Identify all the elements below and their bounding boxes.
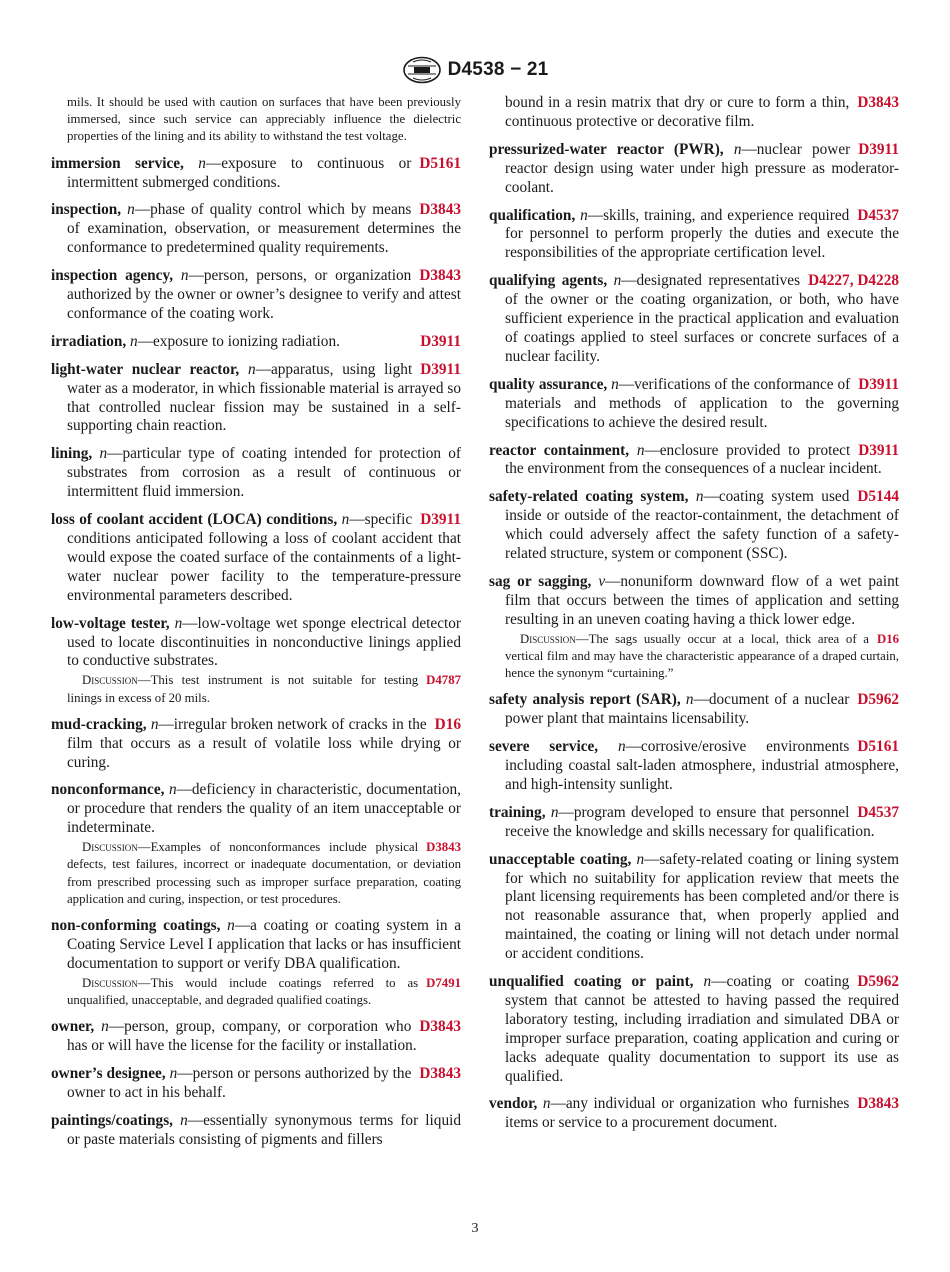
reference-code: D4537	[857, 803, 899, 821]
part-of-speech: n	[550, 803, 559, 821]
definition-text: —verifications of the conformance of materials and methods of application to the governing specifications to achieve the desired result.	[505, 375, 899, 431]
definition-entry	[489, 488, 899, 564]
definition-entry	[489, 141, 899, 198]
reference-code: D4787	[426, 673, 461, 688]
definition-entry	[489, 376, 899, 433]
reference-code: D3911	[858, 441, 899, 459]
discussion-note	[505, 631, 899, 683]
part-of-speech: n	[703, 973, 712, 991]
definition-entry	[51, 333, 461, 352]
part-of-speech: v	[598, 572, 606, 590]
definition-text: —essentially synonymous terms for liquid or paste materials consisting of pigments and fillers	[67, 1111, 461, 1148]
reference-code: D3843	[426, 840, 461, 855]
discussion-text: —Examples of nonconformances include physical defects, test failures, incorrect or inadequate documentation, or deviation from prescribed processing such as improper surface preparation, coating application and curing, inspection, or test procedures.	[67, 840, 461, 906]
reference-code: D3843	[857, 1095, 899, 1113]
term: safety analysis report (SAR),	[489, 691, 681, 709]
reference-code: D3911	[420, 511, 461, 529]
definition-entry	[51, 155, 461, 193]
definition-entry	[489, 973, 899, 1086]
term: mud-cracking,	[51, 715, 147, 733]
definition-entry	[51, 361, 461, 437]
term: non-conforming coatings,	[51, 917, 221, 935]
continuation-text: mils. It should be used with caution on surfaces that have been previously immersed, since such service can appreciably influence the dielectric properties of the lining and its ability to withstand the test voltage.	[67, 95, 461, 144]
part-of-speech: n	[180, 1111, 188, 1129]
reference-code: D5962	[857, 973, 899, 991]
definition-text: —nuclear power reactor design using water under high pressure as moderator-coolant.	[505, 140, 899, 196]
discussion-label: Discussion	[82, 673, 138, 688]
discussion-note	[67, 672, 461, 706]
definition-text: —particular type of coating intended for protection of substrates from corrosion as a result of continuous or intermittent fluid immersion.	[67, 445, 461, 501]
term: irradiation,	[51, 332, 127, 350]
term: vendor,	[489, 1095, 538, 1113]
definition-text: —any individual or organization who furnishes items or service to a procurement document.	[505, 1095, 850, 1132]
definition-text: —person, persons, or organization authorized by the owner or owner’s designee to verify and attest conformance of the coating work.	[67, 267, 461, 322]
definition-entry	[489, 691, 899, 729]
reference-code: D5161	[857, 738, 899, 756]
reference-code: D3843	[419, 201, 461, 219]
term: inspection agency,	[51, 267, 174, 285]
reference-code: D4227, D4228	[808, 272, 899, 290]
definition-entry	[51, 445, 461, 502]
term: light-water nuclear reactor,	[51, 360, 240, 378]
term: severe service,	[489, 738, 599, 756]
term: pressurized-water reactor (PWR),	[489, 140, 724, 158]
reference-code: D3911	[858, 140, 899, 158]
part-of-speech: n	[168, 781, 177, 799]
term: owner,	[51, 1018, 95, 1036]
part-of-speech: n	[169, 1064, 178, 1082]
definition-entry	[489, 1095, 899, 1133]
term: owner’s designee,	[51, 1064, 166, 1082]
reference-code: D3911	[858, 375, 899, 393]
definition-entry	[51, 917, 461, 1009]
term: reactor containment,	[489, 441, 630, 459]
definition-text: —a coating or coating system in a Coating Service Level I application that lacks or has insufficient documentation to support or verify DBA qualification.	[67, 917, 461, 972]
reference-code: D5962	[857, 691, 899, 709]
reference-code: D5161	[419, 154, 461, 172]
definition-entry	[489, 442, 899, 480]
definition-text: —specific conditions anticipated following a loss of coolant accident that would expose the coated surface of the containments of a light-water nuclear power facility to the temperature-pressure environmental parameters described.	[67, 511, 461, 604]
definition-text: —enclosure provided to protect the environment from the consequences of a nuclear incident.	[505, 441, 882, 478]
definition-entry	[51, 201, 461, 258]
part-of-speech: n	[101, 1018, 109, 1036]
reference-code: D3843	[419, 1064, 461, 1082]
definition-entry	[489, 738, 899, 795]
discussion-text: —The sags usually occur at a local, thick area of a vertical film and may have the characteristic appearance of a draped curtain, hence the synonym “curtaining.”	[505, 631, 899, 681]
definition-entry	[51, 267, 461, 324]
term: safety-related coating system,	[489, 488, 689, 506]
definition-entry	[51, 1112, 461, 1150]
definition-entry	[51, 1065, 461, 1103]
term: unqualified coating or paint,	[489, 973, 694, 991]
definition-entry	[51, 1018, 461, 1056]
page-number: 3	[471, 1221, 479, 1236]
definition-text: —coating system used inside or outside of the reactor-containment, the detachment of which could adversely affect the safety function of a safety-related structure, system or component (SSC).	[505, 488, 899, 563]
term: sag or sagging,	[489, 572, 592, 590]
term: qualifying agents,	[489, 272, 608, 290]
part-of-speech: n	[198, 154, 206, 172]
term: loss of coolant accident (LOCA) conditions,	[51, 511, 338, 529]
document-id: D4538 − 21	[447, 59, 549, 80]
part-of-speech: n	[611, 375, 619, 393]
reference-code: D4537	[857, 206, 899, 224]
discussion-note	[67, 839, 461, 908]
definition-text: —irregular broken network of cracks in the film that occurs as a result of volatile loss while drying or curing.	[67, 715, 461, 771]
part-of-speech: n	[341, 511, 350, 529]
reference-code: D3911	[420, 360, 461, 378]
discussion-text: —This test instrument is not suitable for testing linings in excess of 20 mils.	[67, 673, 419, 705]
definition-text: —phase of quality control which by means of examination, observation, or measurement determines the conformance to predetermined quality requirements.	[67, 201, 461, 257]
part-of-speech: n	[180, 267, 189, 285]
discussion-note	[67, 975, 461, 1009]
definition-text: —designated representatives of the owner or the coating organization, or both, who have sufficient experience in the practical application and evaluation of coatings applied to steel surfaces or concrete surfaces of a nuclear facility.	[505, 272, 899, 365]
reference-code: D3843	[419, 1018, 461, 1036]
part-of-speech: n	[695, 488, 704, 506]
reference-code: D3843	[419, 267, 461, 285]
reference-code: D5144	[857, 488, 899, 506]
part-of-speech: n	[227, 917, 235, 935]
part-of-speech: n	[613, 272, 622, 290]
term: immersion service,	[51, 154, 184, 172]
definition-text: —person, group, company, or corporation who has or will have the license for the facility or installation.	[67, 1018, 417, 1055]
definition-text: —apparatus, using light water as a moderator, in which fissionable material is arrayed so that controlled nuclear fission may be sustained in a self-supporting chain reaction.	[67, 360, 461, 435]
part-of-speech: n	[636, 441, 645, 459]
part-of-speech: n	[636, 850, 645, 868]
definition-text: —nonuniform downward flow of a wet paint film that occurs between the times of application and setting resulting in an uneven coating having a thick lower edge.	[505, 572, 899, 628]
definition-text: —document of a nuclear power plant that maintains licensability.	[505, 691, 850, 728]
definition-entry	[51, 781, 461, 908]
discussion-text: —This would include coatings referred to as unqualified, unacceptable, and degraded qualified coatings.	[67, 975, 419, 1007]
reference-code: D16	[434, 715, 461, 733]
right-column	[489, 94, 899, 1142]
definition-text: —exposure to continuous or intermittent submerged conditions.	[67, 154, 412, 191]
definition-text: —safety-related coating or lining system for which no suitability for application review that meets the plant licensing requirements has been completed and/or there is not reasonable assurance that, when properly applied and maintained, the coating or lining will not detach under normal or accident conditions.	[505, 850, 899, 963]
part-of-speech: n	[685, 691, 694, 709]
discussion-label: Discussion	[520, 631, 576, 646]
definition-entry	[489, 851, 899, 964]
part-of-speech: n	[617, 738, 626, 756]
definition-text: —coating or coating system that cannot be attested to having passed the required laboratory testing, including irradiation and simulated DBA or improper surface preparation, coating application and curing or lacks adequate quality documentation to support its use as qualified.	[505, 973, 899, 1085]
definition-text: —skills, training, and experience required for personnel to perform properly the duties and execute the responsibilities of the appropriate certification level.	[505, 206, 899, 262]
discussion-label: Discussion	[82, 975, 138, 990]
definition-text: —person or persons authorized by the owner to act in his behalf.	[67, 1064, 412, 1101]
reference-code: D7491	[426, 975, 461, 990]
term: quality assurance,	[489, 375, 608, 393]
part-of-speech: n	[127, 201, 135, 219]
part-of-speech: n	[174, 614, 183, 632]
page-header	[0, 54, 950, 86]
part-of-speech: n	[580, 206, 588, 224]
reference-code: D16	[876, 631, 899, 646]
definition-entry	[489, 272, 899, 367]
definition-text: —corrosive/erosive environments including coastal salt-laden atmosphere, industrial atmosphere, and high-intensity sunlight.	[505, 738, 899, 793]
term: unacceptable coating,	[489, 850, 632, 868]
definition-text: —program developed to ensure that personnel receive the knowledge and skills necessary for qualification.	[505, 803, 875, 840]
discussion-label: Discussion	[82, 840, 138, 855]
reference-code: D3843	[857, 94, 899, 111]
term: paintings/coatings,	[51, 1111, 173, 1129]
definition-entry	[489, 804, 899, 842]
part-of-speech: n	[733, 140, 742, 158]
left-column	[51, 94, 461, 1159]
continuation-text: D3843 bound in a resin matrix that dry or cure to form a thin, continuous protective or decorative film.	[505, 94, 899, 130]
astm-logo-icon	[402, 56, 442, 84]
definition-text: —exposure to ionizing radiation.	[137, 332, 340, 350]
definition-text: —deficiency in characteristic, documentation, or procedure that renders the quality of an item unacceptable or indeterminate.	[67, 781, 461, 837]
definition-entry	[489, 207, 899, 264]
term: inspection,	[51, 201, 122, 219]
term: nonconformance,	[51, 781, 165, 799]
definition-entry	[51, 716, 461, 773]
definition-entry	[51, 615, 461, 707]
term: qualification,	[489, 206, 576, 224]
part-of-speech: n	[150, 715, 159, 733]
part-of-speech: n	[99, 445, 108, 463]
term: lining,	[51, 445, 93, 463]
term: low-voltage tester,	[51, 614, 170, 632]
part-of-speech: n	[542, 1095, 551, 1113]
term: training,	[489, 803, 546, 821]
definition-entry	[51, 511, 461, 606]
part-of-speech: n	[248, 360, 256, 378]
definition-text: —low-voltage wet sponge electrical detector used to locate discontinuities in nonconductive linings applied to conductive substrates.	[67, 614, 461, 670]
definition-entry	[489, 573, 899, 682]
reference-code: D3911	[420, 332, 461, 350]
part-of-speech: n	[130, 332, 138, 350]
